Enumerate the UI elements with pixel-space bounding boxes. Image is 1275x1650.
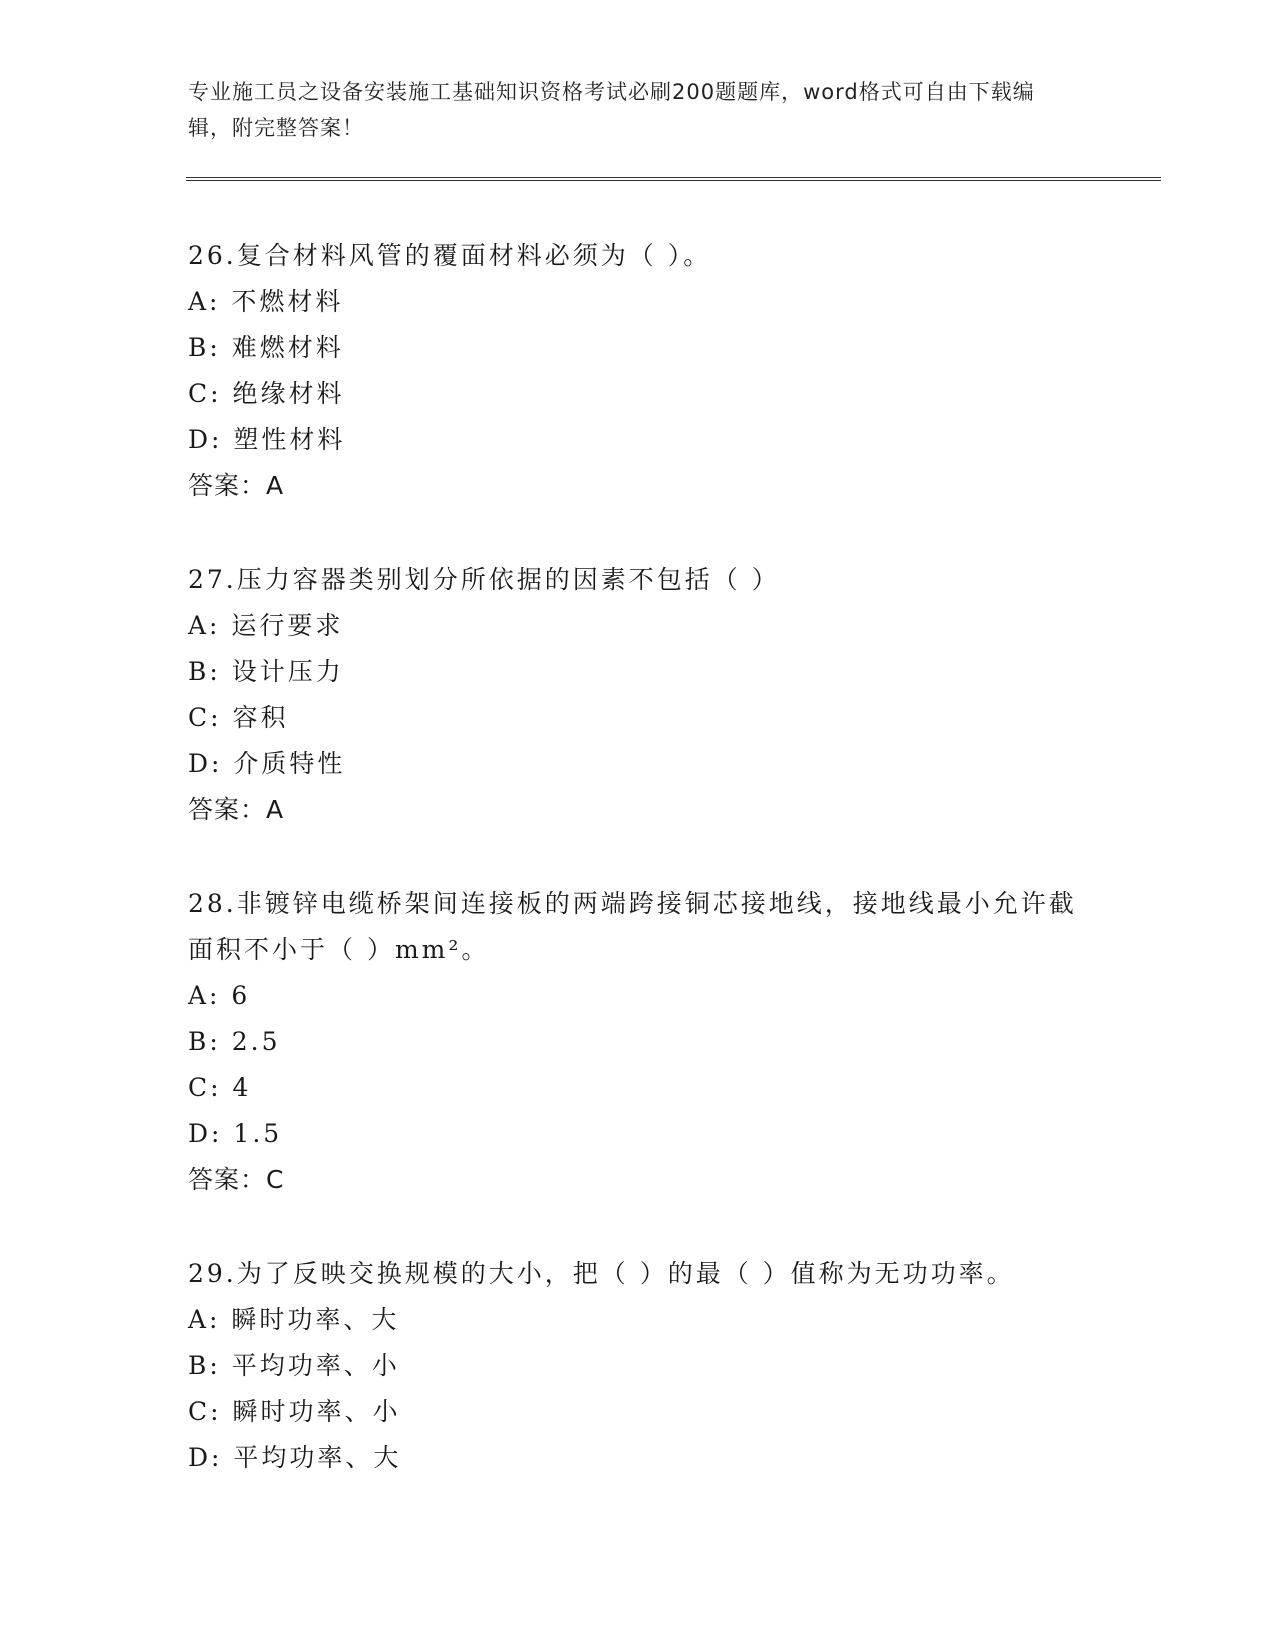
option-a: A: 瞬时功率、大 [188,1305,400,1334]
answer-line: 答案：C [188,1165,285,1194]
question-stem: 27.压力容器类别划分所依据的因素不包括（ ） [188,565,780,594]
option-b: B: 平均功率、小 [188,1351,400,1380]
option-d: D: 塑性材料 [188,425,346,454]
option-b: B: 难燃材料 [188,333,344,362]
question-stem: 28.非镀锌电缆桥架间连接板的两端跨接铜芯接地线，接地线最小允许截面积不小于（ ）mm²。 [188,889,1077,964]
question-list [188,233,1088,1529]
question-stem: 26.复合材料风管的覆面材料必须为（ ）。 [188,241,712,270]
question-28 [188,881,1088,1203]
question-26 [188,233,1088,509]
question-29 [188,1251,1088,1481]
option-d: D: 介质特性 [188,749,346,778]
option-c: C: 4 [188,1073,252,1102]
option-a: A: 6 [188,981,251,1010]
option-a: A: 不燃材料 [188,287,344,316]
option-c: C: 绝缘材料 [188,379,345,408]
option-d: D: 平均功率、大 [188,1443,402,1472]
option-a: A: 运行要求 [188,611,344,640]
answer-line: 答案：A [188,795,285,824]
header-divider [186,177,1161,181]
option-b: B: 设计压力 [188,657,344,686]
question-27 [188,557,1088,833]
option-c: C: 容积 [188,703,289,732]
option-c: C: 瞬时功率、小 [188,1397,401,1426]
question-stem: 29.为了反映交换规模的大小，把（ ）的最（ ）值称为无功功率。 [188,1259,1015,1288]
answer-line: 答案：A [188,471,285,500]
option-d: D: 1.5 [188,1119,283,1148]
option-b: B: 2.5 [188,1027,281,1056]
document-header: 专业施工员之设备安装施工基础知识资格考试必刷200题题库，word格式可自由下载编辑，附完整答案！ [188,80,1035,140]
